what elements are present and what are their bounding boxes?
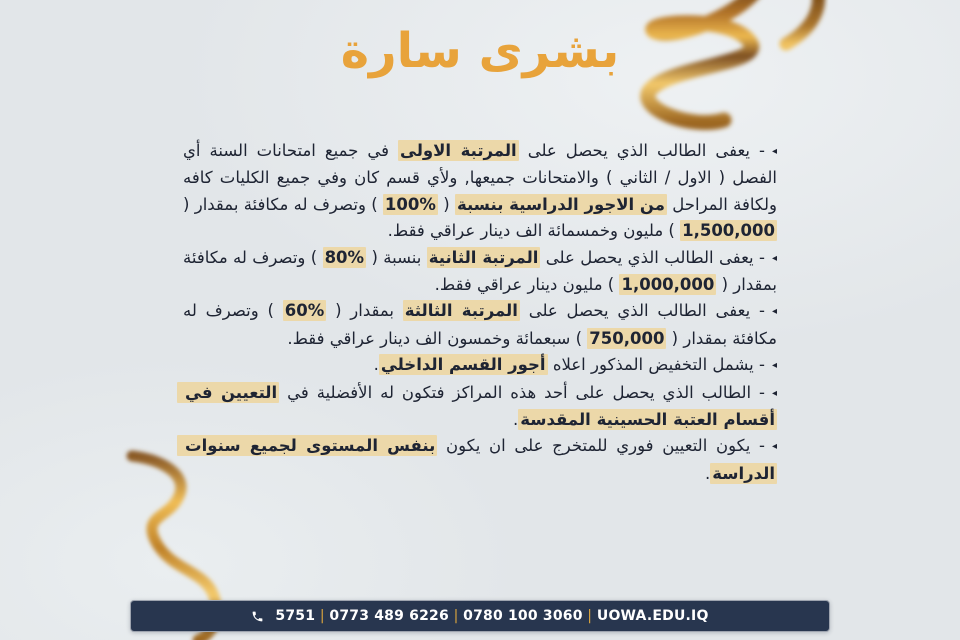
text-segment: . [513,410,519,430]
text-segment: - الطالب الذي يحصل على أحد هذه المراكز فتكون له الأفضلية في [279,382,765,402]
bullet-item [177,245,777,299]
text-segment: ) مليون دينار عراقي فقط. [434,275,620,295]
highlighted-text: بنفس المستوى لجميع سنوات الدراسة [179,436,775,483]
highlighted-text: من الاجور الدراسية بنسبة [456,194,665,214]
bullet-marker-icon: ◂ [771,360,777,372]
text-segment: ) وتصرف له مكافئة بمقدار ( [177,247,777,295]
bullet-marker-icon: ◂ [771,306,777,318]
footer-phone-number: 0773 489 6226 [329,608,449,624]
text-segment: . [704,463,711,483]
bullet-marker-icon: ◂ [771,146,777,157]
text-segment: ) مليون وخمسمائة الف دينار عراقي فقط. [387,221,681,241]
highlighted-text: المرتبة الثانية [428,247,539,267]
bullet-marker-icon: ◂ [771,441,777,453]
text-segment: ) وتصرف له مكافئة بمقدار ( [177,194,383,214]
footer-website: UOWA.EDU.IQ [596,608,709,624]
text-segment: - يعفى الطالب الذي يحصل على [518,141,765,160]
bullet-marker-icon: ◂ [771,252,777,264]
text-segment: في جميع امتحانات السنة أي الفصل ( الاول / الثاني ) والامتحانات جميعها, ولأي قسم كان وفي جميع الكليات كافه ولكافة المراحل [177,141,777,214]
footer-phone-number: 5751 [275,608,316,624]
text-segment: بنسبة ( [366,247,427,267]
text-segment: - يكون التعيين فوري للمتخرج على ان يكون [437,436,765,456]
bullet-item [179,380,778,434]
bullet-marker-icon: ◂ [771,387,778,399]
bullet-item [179,433,777,487]
text-segment: - يشمل التخفيض المذكور اعلاه [547,355,765,375]
highlighted-text: المرتبة الثالثة [404,301,518,321]
highlighted-text: 1,000,000 [621,275,715,295]
text-segment: ) سبعمائة وخمسون الف دينار عراقي فقط. [287,328,588,348]
highlighted-text: المرتبة الاولى [400,141,517,160]
footer-separator: | [582,608,597,624]
footer-contact-items [275,608,708,624]
page-title: بشرى سارة [340,23,620,79]
highlighted-text: التعيين في أقسام العتبة الحسينية المقدسة [179,382,775,430]
announcement-body [177,138,778,487]
phone-icon [251,610,264,623]
highlighted-text: %100 [384,194,436,214]
bullet-item [183,352,777,379]
bullet-item [177,298,777,352]
highlighted-text: 750,000 [589,328,665,348]
footer-separator: | [448,608,464,624]
footer-phone-number: 0780 100 3060 [463,608,583,624]
text-segment: ( [437,194,455,214]
text-segment: ) وتصرف له مكافئة بمقدار ( [177,301,777,348]
highlighted-text: أجور القسم الداخلي [380,355,546,375]
text-segment: بمقدار ( [326,301,403,321]
footer-separator: | [315,608,330,624]
highlighted-text: 1,500,000 [682,221,775,241]
text-segment: - يعفى الطالب الذي يحصل على [519,301,765,321]
highlighted-text: %80 [324,247,365,267]
highlighted-text: %60 [284,301,325,321]
text-segment: - يعفى الطالب الذي يحصل على [540,247,765,267]
text-segment: . [373,355,379,375]
bullet-item [177,138,777,245]
footer-contact-bar [130,600,830,632]
